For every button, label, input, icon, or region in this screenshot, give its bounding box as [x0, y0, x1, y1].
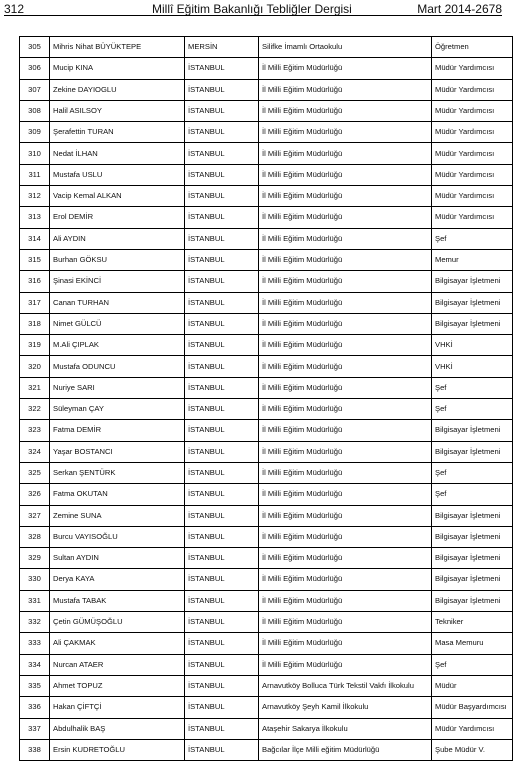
table-row [20, 207, 513, 228]
table-row [20, 739, 513, 760]
job-title-cell: Müdür Yardımcısı [432, 79, 513, 100]
person-name-cell: Abdulhalik BAŞ [50, 718, 185, 739]
table-row [20, 420, 513, 441]
city-cell: İSTANBUL [185, 292, 259, 313]
institution-cell: Arnavutköy Şeyh Kamil İlkokulu [259, 697, 432, 718]
institution-cell: Silifke İmamlı Ortaokulu [259, 37, 432, 58]
institution-cell: İl Milli Eğitim Müdürlüğü [259, 654, 432, 675]
row-number-cell: 316 [20, 271, 50, 292]
person-name-cell: Çetin GÜMÜŞOĞLU [50, 612, 185, 633]
city-cell: İSTANBUL [185, 505, 259, 526]
row-number-cell: 310 [20, 143, 50, 164]
person-name-cell: Mucip KINA [50, 58, 185, 79]
row-number-cell: 309 [20, 122, 50, 143]
job-title-cell: Masa Memuru [432, 633, 513, 654]
institution-cell: İl Milli Eğitim Müdürlüğü [259, 462, 432, 483]
table-row [20, 675, 513, 696]
job-title-cell: Tekniker [432, 612, 513, 633]
table-row [20, 484, 513, 505]
job-title-cell: Bilgisayar İşletmeni [432, 313, 513, 334]
table-row [20, 569, 513, 590]
person-name-cell: Nurcan ATAER [50, 654, 185, 675]
table-row [20, 58, 513, 79]
table-row [20, 441, 513, 462]
row-number-cell: 335 [20, 675, 50, 696]
institution-cell: İl Milli Eğitim Müdürlüğü [259, 228, 432, 249]
institution-cell: Ataşehir Sakarya İlkokulu [259, 718, 432, 739]
job-title-cell: Bilgisayar İşletmeni [432, 569, 513, 590]
person-name-cell: Nedat İLHAN [50, 143, 185, 164]
job-title-cell: Müdür Yardımcısı [432, 718, 513, 739]
table-row [20, 505, 513, 526]
table-row [20, 697, 513, 718]
row-number-cell: 320 [20, 356, 50, 377]
row-number-cell: 318 [20, 313, 50, 334]
person-name-cell: Canan TURHAN [50, 292, 185, 313]
institution-cell: İl Milli Eğitim Müdürlüğü [259, 484, 432, 505]
person-name-cell: Derya KAYA [50, 569, 185, 590]
job-title-cell: Müdür Yardımcısı [432, 207, 513, 228]
table-row [20, 292, 513, 313]
institution-cell: İl Milli Eğitim Müdürlüğü [259, 79, 432, 100]
institution-cell: İl Milli Eğitim Müdürlüğü [259, 612, 432, 633]
institution-cell: İl Milli Eğitim Müdürlüğü [259, 420, 432, 441]
institution-cell: İl Milli Eğitim Müdürlüğü [259, 441, 432, 462]
table-row [20, 718, 513, 739]
row-number-cell: 308 [20, 100, 50, 121]
job-title-cell: Müdür Yardımcısı [432, 164, 513, 185]
city-cell: İSTANBUL [185, 654, 259, 675]
person-name-cell: Nimet GÜLCÜ [50, 313, 185, 334]
person-name-cell: Sultan AYDIN [50, 548, 185, 569]
city-cell: İSTANBUL [185, 633, 259, 654]
job-title-cell: Müdür Yardımcısı [432, 143, 513, 164]
row-number-cell: 324 [20, 441, 50, 462]
person-name-cell: Mustafa USLU [50, 164, 185, 185]
institution-cell: İl Milli Eğitim Müdürlüğü [259, 569, 432, 590]
institution-cell: İl Milli Eğitim Müdürlüğü [259, 249, 432, 270]
city-cell: İSTANBUL [185, 675, 259, 696]
city-cell: İSTANBUL [185, 122, 259, 143]
city-cell: İSTANBUL [185, 356, 259, 377]
row-number-cell: 333 [20, 633, 50, 654]
personnel-table [19, 36, 513, 761]
page-number: 312 [4, 2, 25, 16]
city-cell: İSTANBUL [185, 590, 259, 611]
city-cell: İSTANBUL [185, 526, 259, 547]
job-title-cell: Şef [432, 484, 513, 505]
city-cell: İSTANBUL [185, 441, 259, 462]
personnel-table-body [20, 37, 513, 761]
person-name-cell: Zekine DAYIOGLU [50, 79, 185, 100]
city-cell: İSTANBUL [185, 313, 259, 334]
institution-cell: İl Milli Eğitim Müdürlüğü [259, 207, 432, 228]
row-number-cell: 331 [20, 590, 50, 611]
table-row [20, 633, 513, 654]
job-title-cell: Müdür [432, 675, 513, 696]
city-cell: İSTANBUL [185, 143, 259, 164]
row-number-cell: 328 [20, 526, 50, 547]
job-title-cell: Bilgisayar İşletmeni [432, 505, 513, 526]
table-row [20, 399, 513, 420]
job-title-cell: Şube Müdür V. [432, 739, 513, 760]
person-name-cell: Mihris Nihat BÜYÜKTEPE [50, 37, 185, 58]
institution-cell: İl Milli Eğitim Müdürlüğü [259, 164, 432, 185]
institution-cell: Bağcılar İlçe Milli eğitim Müdürlüğü [259, 739, 432, 760]
table-row [20, 356, 513, 377]
job-title-cell: Şef [432, 228, 513, 249]
table-row [20, 654, 513, 675]
row-number-cell: 338 [20, 739, 50, 760]
table-row [20, 228, 513, 249]
job-title-cell: Müdür Başyardımcısı [432, 697, 513, 718]
city-cell: MERSİN [185, 37, 259, 58]
issue-info: Mart 2014-2678 [417, 2, 502, 16]
table-row [20, 164, 513, 185]
row-number-cell: 334 [20, 654, 50, 675]
institution-cell: İl Milli Eğitim Müdürlüğü [259, 292, 432, 313]
row-number-cell: 305 [20, 37, 50, 58]
person-name-cell: Şinasi EKİNCİ [50, 271, 185, 292]
institution-cell: İl Milli Eğitim Müdürlüğü [259, 335, 432, 356]
institution-cell: İl Milli Eğitim Müdürlüğü [259, 505, 432, 526]
city-cell: İSTANBUL [185, 207, 259, 228]
table-row [20, 377, 513, 398]
institution-cell: İl Milli Eğitim Müdürlüğü [259, 548, 432, 569]
table-row [20, 186, 513, 207]
row-number-cell: 325 [20, 462, 50, 483]
row-number-cell: 315 [20, 249, 50, 270]
person-name-cell: Fatma OKUTAN [50, 484, 185, 505]
person-name-cell: Zemine SUNA [50, 505, 185, 526]
job-title-cell: Müdür Yardımcısı [432, 58, 513, 79]
row-number-cell: 306 [20, 58, 50, 79]
city-cell: İSTANBUL [185, 739, 259, 760]
row-number-cell: 332 [20, 612, 50, 633]
city-cell: İSTANBUL [185, 569, 259, 590]
person-name-cell: Süleyman ÇAY [50, 399, 185, 420]
institution-cell: İl Milli Eğitim Müdürlüğü [259, 122, 432, 143]
job-title-cell: VHKİ [432, 356, 513, 377]
city-cell: İSTANBUL [185, 484, 259, 505]
institution-cell: İl Milli Eğitim Müdürlüğü [259, 143, 432, 164]
row-number-cell: 311 [20, 164, 50, 185]
job-title-cell: Bilgisayar İşletmeni [432, 548, 513, 569]
institution-cell: Arnavutköy Bolluca Türk Tekstil Vakfı İlkokulu [259, 675, 432, 696]
row-number-cell: 327 [20, 505, 50, 526]
table-row [20, 37, 513, 58]
job-title-cell: Müdür Yardımcısı [432, 122, 513, 143]
job-title-cell: Bilgisayar İşletmeni [432, 420, 513, 441]
job-title-cell: Şef [432, 462, 513, 483]
city-cell: İSTANBUL [185, 697, 259, 718]
row-number-cell: 321 [20, 377, 50, 398]
city-cell: İSTANBUL [185, 228, 259, 249]
row-number-cell: 336 [20, 697, 50, 718]
city-cell: İSTANBUL [185, 271, 259, 292]
row-number-cell: 330 [20, 569, 50, 590]
institution-cell: İl Milli Eğitim Müdürlüğü [259, 356, 432, 377]
city-cell: İSTANBUL [185, 335, 259, 356]
city-cell: İSTANBUL [185, 249, 259, 270]
table-row [20, 249, 513, 270]
row-number-cell: 312 [20, 186, 50, 207]
person-name-cell: Ahmet TOPUZ [50, 675, 185, 696]
person-name-cell: Burcu VAYISOĞLU [50, 526, 185, 547]
journal-title: Millî Eğitim Bakanlığı Tebliğler Dergisi [152, 2, 352, 16]
job-title-cell: Öğretmen [432, 37, 513, 58]
person-name-cell: Fatma DEMİR [50, 420, 185, 441]
institution-cell: İl Milli Eğitim Müdürlüğü [259, 526, 432, 547]
row-number-cell: 317 [20, 292, 50, 313]
person-name-cell: Mustafa ODUNCU [50, 356, 185, 377]
person-name-cell: Halil ASILSOY [50, 100, 185, 121]
table-row [20, 143, 513, 164]
row-number-cell: 319 [20, 335, 50, 356]
person-name-cell: Yaşar BOSTANCI [50, 441, 185, 462]
table-row [20, 526, 513, 547]
institution-cell: İl Milli Eğitim Müdürlüğü [259, 100, 432, 121]
job-title-cell: Bilgisayar İşletmeni [432, 590, 513, 611]
institution-cell: İl Milli Eğitim Müdürlüğü [259, 590, 432, 611]
institution-cell: İl Milli Eğitim Müdürlüğü [259, 633, 432, 654]
job-title-cell: Müdür Yardımcısı [432, 100, 513, 121]
job-title-cell: Şef [432, 399, 513, 420]
city-cell: İSTANBUL [185, 718, 259, 739]
header-rule [4, 15, 502, 16]
row-number-cell: 329 [20, 548, 50, 569]
institution-cell: İl Milli Eğitim Müdürlüğü [259, 399, 432, 420]
city-cell: İSTANBUL [185, 186, 259, 207]
job-title-cell: Memur [432, 249, 513, 270]
city-cell: İSTANBUL [185, 420, 259, 441]
row-number-cell: 337 [20, 718, 50, 739]
job-title-cell: Şef [432, 377, 513, 398]
person-name-cell: Hakan ÇİFTÇİ [50, 697, 185, 718]
job-title-cell: Müdür Yardımcısı [432, 186, 513, 207]
city-cell: İSTANBUL [185, 377, 259, 398]
institution-cell: İl Milli Eğitim Müdürlüğü [259, 186, 432, 207]
row-number-cell: 313 [20, 207, 50, 228]
person-name-cell: Ersin KUDRETOĞLU [50, 739, 185, 760]
city-cell: İSTANBUL [185, 100, 259, 121]
person-name-cell: Şerafettin TURAN [50, 122, 185, 143]
institution-cell: İl Milli Eğitim Müdürlüğü [259, 58, 432, 79]
institution-cell: İl Milli Eğitim Müdürlüğü [259, 271, 432, 292]
table-row [20, 335, 513, 356]
city-cell: İSTANBUL [185, 58, 259, 79]
job-title-cell: VHKİ [432, 335, 513, 356]
institution-cell: İl Milli Eğitim Müdürlüğü [259, 377, 432, 398]
table-row [20, 548, 513, 569]
table-row [20, 590, 513, 611]
institution-cell: İl Milli Eğitim Müdürlüğü [259, 313, 432, 334]
page-header [4, 2, 502, 16]
city-cell: İSTANBUL [185, 462, 259, 483]
table-row [20, 100, 513, 121]
person-name-cell: Erol DEMİR [50, 207, 185, 228]
person-name-cell: Mustafa TABAK [50, 590, 185, 611]
table-row [20, 79, 513, 100]
table-row [20, 462, 513, 483]
row-number-cell: 322 [20, 399, 50, 420]
table-row [20, 271, 513, 292]
person-name-cell: Ali AYDIN [50, 228, 185, 249]
row-number-cell: 307 [20, 79, 50, 100]
city-cell: İSTANBUL [185, 612, 259, 633]
job-title-cell: Bilgisayar İşletmeni [432, 526, 513, 547]
table-row [20, 612, 513, 633]
job-title-cell: Bilgisayar İşletmeni [432, 441, 513, 462]
table-row [20, 122, 513, 143]
row-number-cell: 326 [20, 484, 50, 505]
person-name-cell: Serkan ŞENTÜRK [50, 462, 185, 483]
job-title-cell: Şef [432, 654, 513, 675]
row-number-cell: 314 [20, 228, 50, 249]
job-title-cell: Bilgisayar İşletmeni [432, 292, 513, 313]
person-name-cell: Nuriye SARI [50, 377, 185, 398]
row-number-cell: 323 [20, 420, 50, 441]
city-cell: İSTANBUL [185, 548, 259, 569]
person-name-cell: Burhan GÖKSU [50, 249, 185, 270]
person-name-cell: Ali ÇAKMAK [50, 633, 185, 654]
city-cell: İSTANBUL [185, 164, 259, 185]
job-title-cell: Bilgisayar İşletmeni [432, 271, 513, 292]
city-cell: İSTANBUL [185, 79, 259, 100]
table-row [20, 313, 513, 334]
city-cell: İSTANBUL [185, 399, 259, 420]
person-name-cell: Vacip Kemal ALKAN [50, 186, 185, 207]
person-name-cell: M.Ali ÇIPLAK [50, 335, 185, 356]
